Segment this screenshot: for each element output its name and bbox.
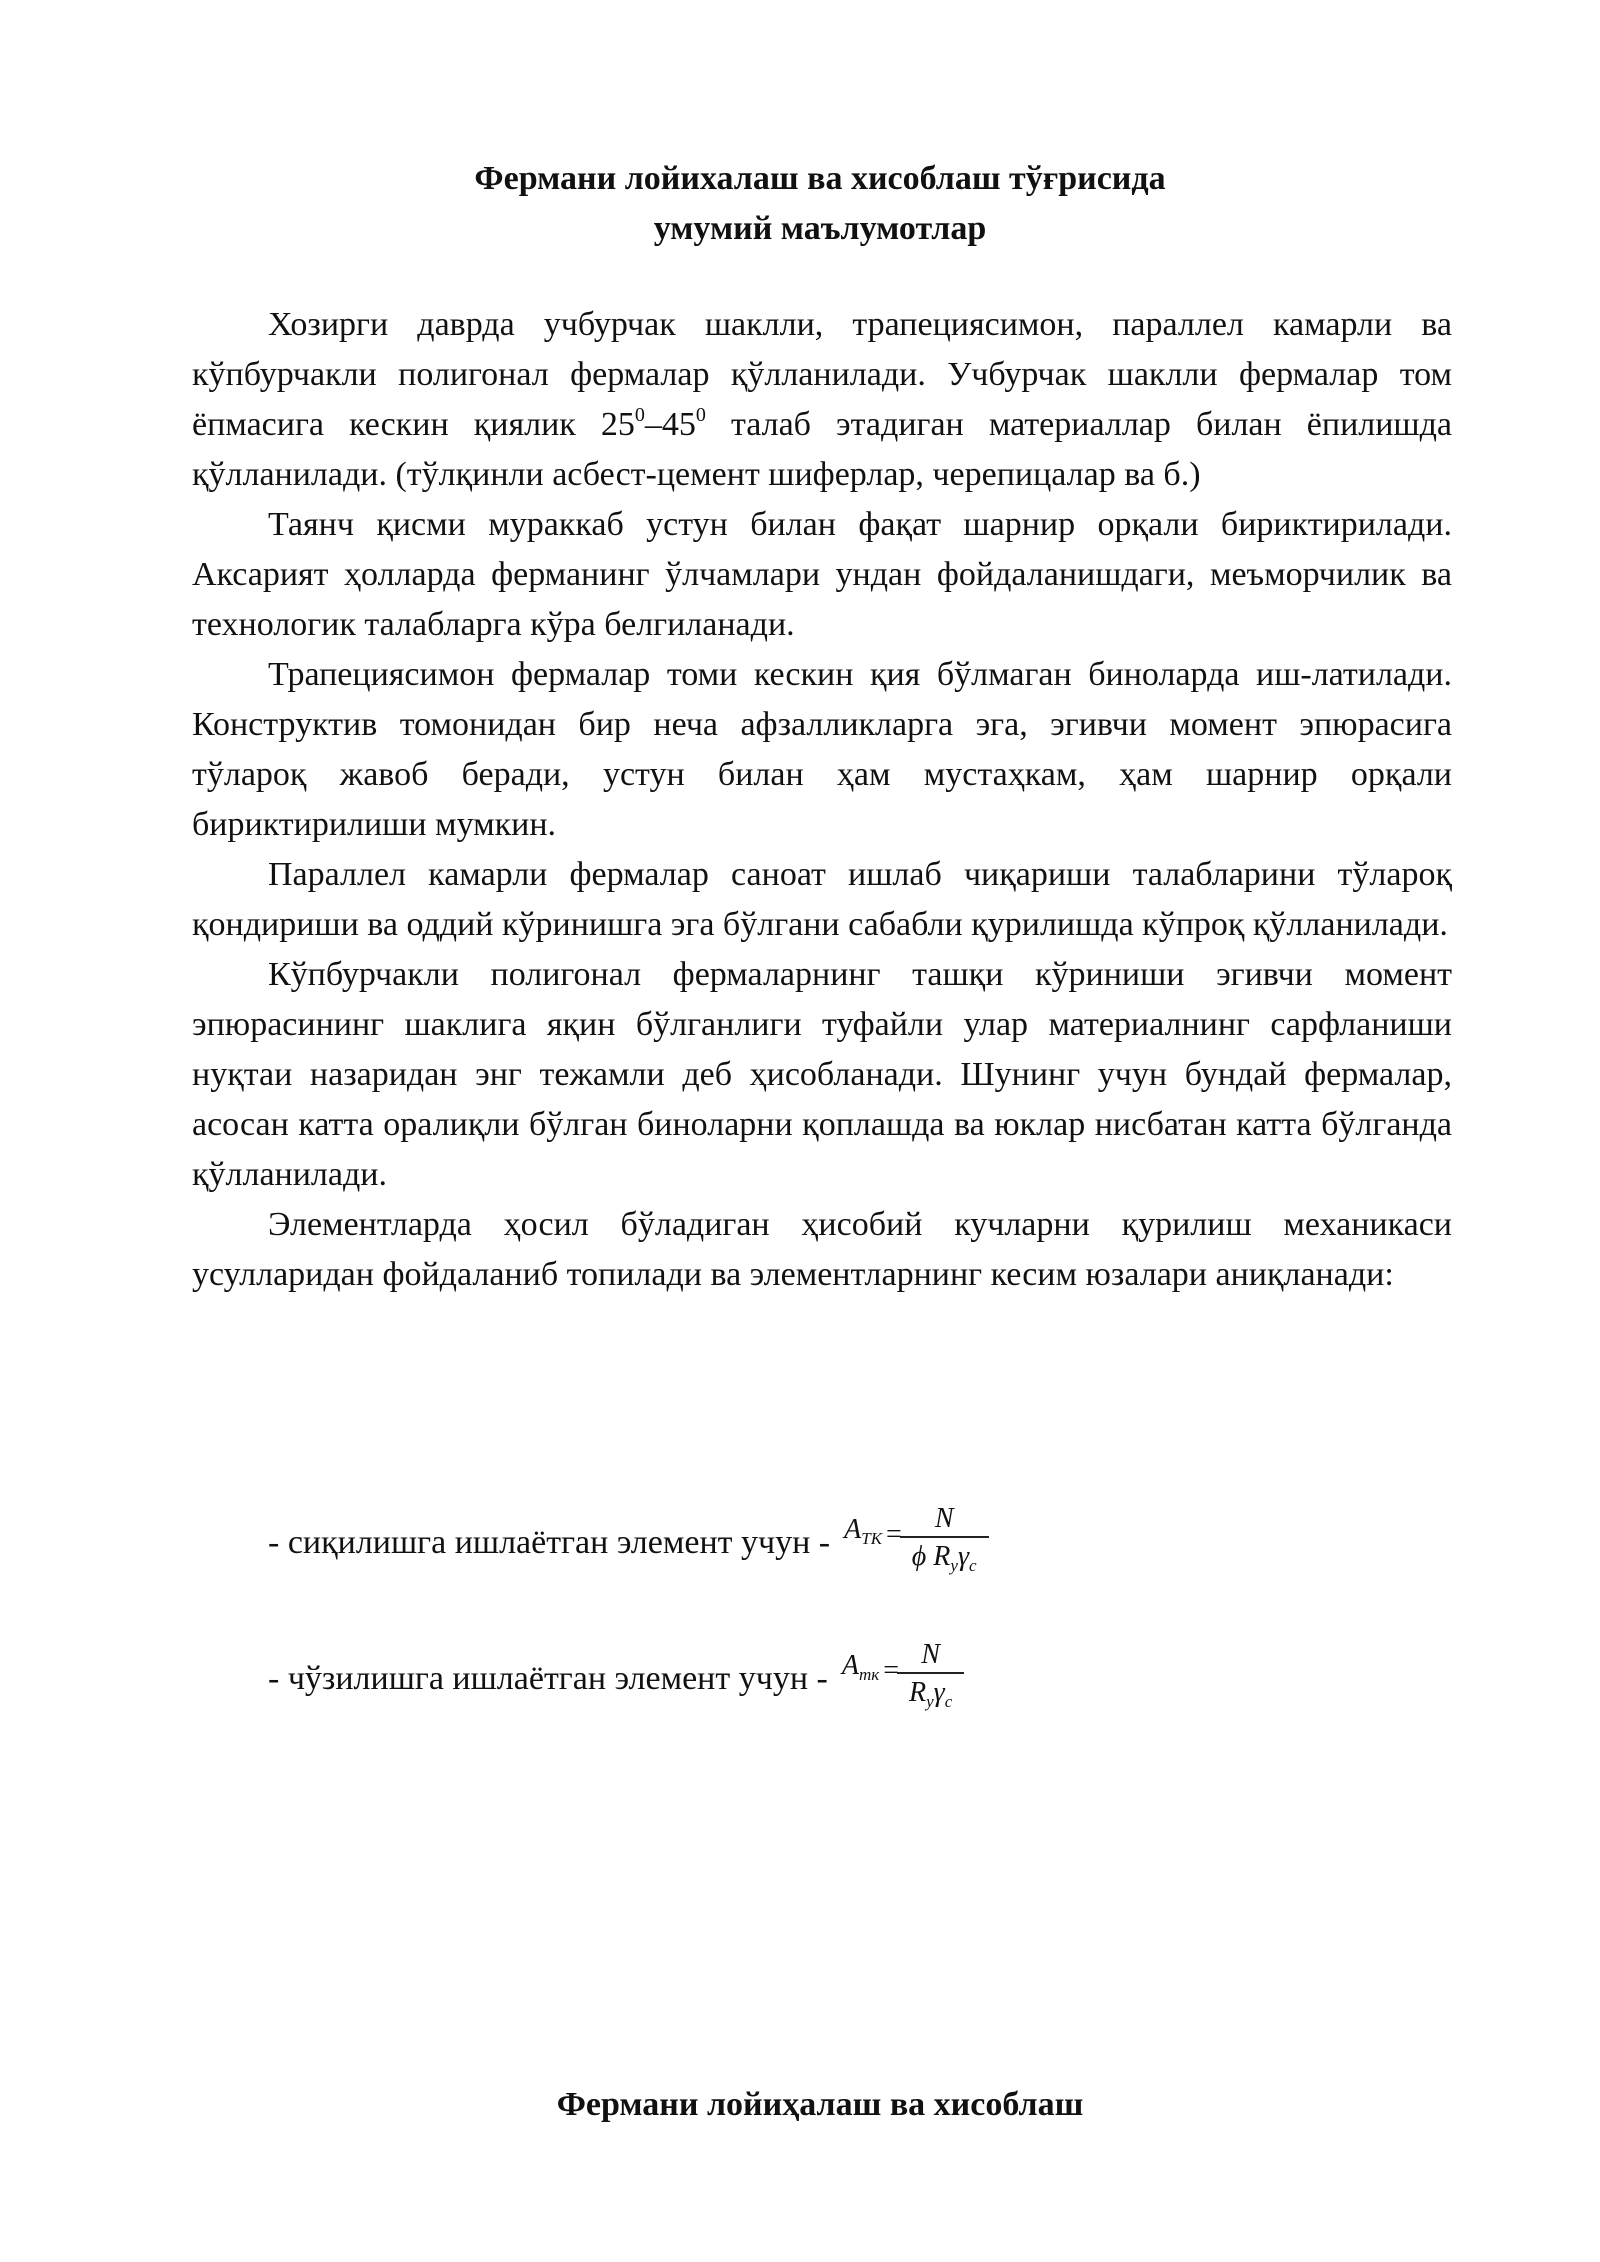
formula-2-R-subscript: y (926, 1692, 934, 1711)
formula-1-phi: ϕ (911, 1541, 927, 1572)
formula-1-numerator: N (900, 1502, 989, 1538)
compression-area-formula (844, 1502, 982, 1583)
formula-1-denominator (906, 1538, 983, 1583)
paragraph-4: Параллел камарли фермалар саноат ишлаб чиқариши талабларини тўлароқ қондириши ва оддий кўринишга эга бўлгани сабабли қурилишда кўпроқ қўлланилади. (192, 856, 1452, 943)
formula-2-numerator: N (897, 1638, 964, 1674)
compression-formula-label: - сиқилишга ишлаётган элемент учун - (268, 1523, 831, 1561)
formula-2-gamma: γ (933, 1677, 945, 1708)
paragraph-1-text-a: Хозирги даврда учбурчак шаклли, трапециясимон, параллел камарли ва кўпбурчакли полигонал фермалар қўлланилади. Учбурчак шаклли фермалар том ёпмасига кескин қиялик 25 (192, 306, 1452, 443)
document-title (190, 154, 1450, 254)
tension-formula-label: - чўзилишга ишлаётган элемент учун - (268, 1659, 828, 1697)
formula-1-R: R (933, 1541, 951, 1572)
formula-2-A: A (841, 1650, 859, 1681)
degree-superscript-1: 0 (634, 404, 645, 426)
formula-2-gamma-subscript: c (944, 1692, 953, 1711)
tension-formula-line (268, 1638, 958, 1719)
formula-1-A: A (844, 1514, 862, 1545)
formula-2-denominator (903, 1674, 958, 1719)
formula-1-gamma: γ (957, 1541, 969, 1572)
formula-1-R-subscript: y (950, 1556, 958, 1575)
formula-1-subscript: ТК (861, 1529, 882, 1548)
paragraph-2: Таянч қисми мураккаб устун билан фақат шарнир орқали бириктирилади. Аксарият ҳолларда ферманинг ўлчамлари ундан фойдаланишдаги, меъморчилик ва технологик талабларга кўра белгиланади. (192, 506, 1452, 643)
formula-1-equals: = (886, 1518, 902, 1550)
paragraph-1-text-b: талаб этадиган материаллар билан ёпилишда қўлланилади. (тўлқинли асбест-цемент шиферлар, черепицалар ва б.) (192, 406, 1453, 493)
paragraph-1-text-mid: –45 (644, 406, 696, 443)
degree-superscript-2: 0 (695, 404, 706, 426)
formula-2-lhs (842, 1641, 879, 1700)
formula-2-fraction (903, 1638, 958, 1719)
paragraph-3: Трапециясимон фермалар томи кескин қия бўлмаган биноларда иш-латилади. Конструктив томонидан бир неча афзалликларга эга, эгивчи момент эпюрасига тўлароқ жавоб беради, устун билан ҳам мустаҳкам, ҳам шарнир орқали бириктирилиши мумкин. (192, 656, 1452, 843)
title-line-1: Фермани лойихалаш ва хисоблаш тўғрисида (474, 160, 1166, 197)
formula-1-lhs (844, 1505, 882, 1564)
section-heading-bottom: Фермани лойиҳалаш ва хисоблаш (556, 2086, 1084, 2123)
formula-2-R: R (909, 1677, 927, 1708)
compression-formula-line (268, 1502, 983, 1583)
paragraph-1 (192, 300, 1452, 500)
paragraph-6: Элементларда ҳосил бўладиган ҳисобий кучларни қурилиш механикаси усулларидан фойдаланиб топилади ва элементларнинг кесим юзалари аниқланади: (192, 1206, 1452, 1293)
formula-2-subscript: тк (858, 1665, 880, 1684)
paragraph-5: Кўпбурчакли полигонал фермаларнинг ташқи кўриниши эгивчи момент эпюрасининг шаклига яқин бўлганлиги туфайли улар материалнинг сарфланиши нуқтаи назаридан энг тежамли деб ҳисобланади. Шунинг учун бундай фермалар, асосан катта оралиқли бўлган биноларни қоплашда ва юклар нисбатан катта бўлганда қўлланилади. (192, 956, 1452, 1193)
formula-2-equals: = (883, 1654, 899, 1686)
formula-1-gamma-subscript: c (969, 1556, 977, 1575)
document-body (192, 300, 1452, 1300)
title-line-2: умумий маълумотлар (653, 210, 987, 247)
tension-area-formula (842, 1638, 958, 1719)
formula-1-fraction (906, 1502, 983, 1583)
